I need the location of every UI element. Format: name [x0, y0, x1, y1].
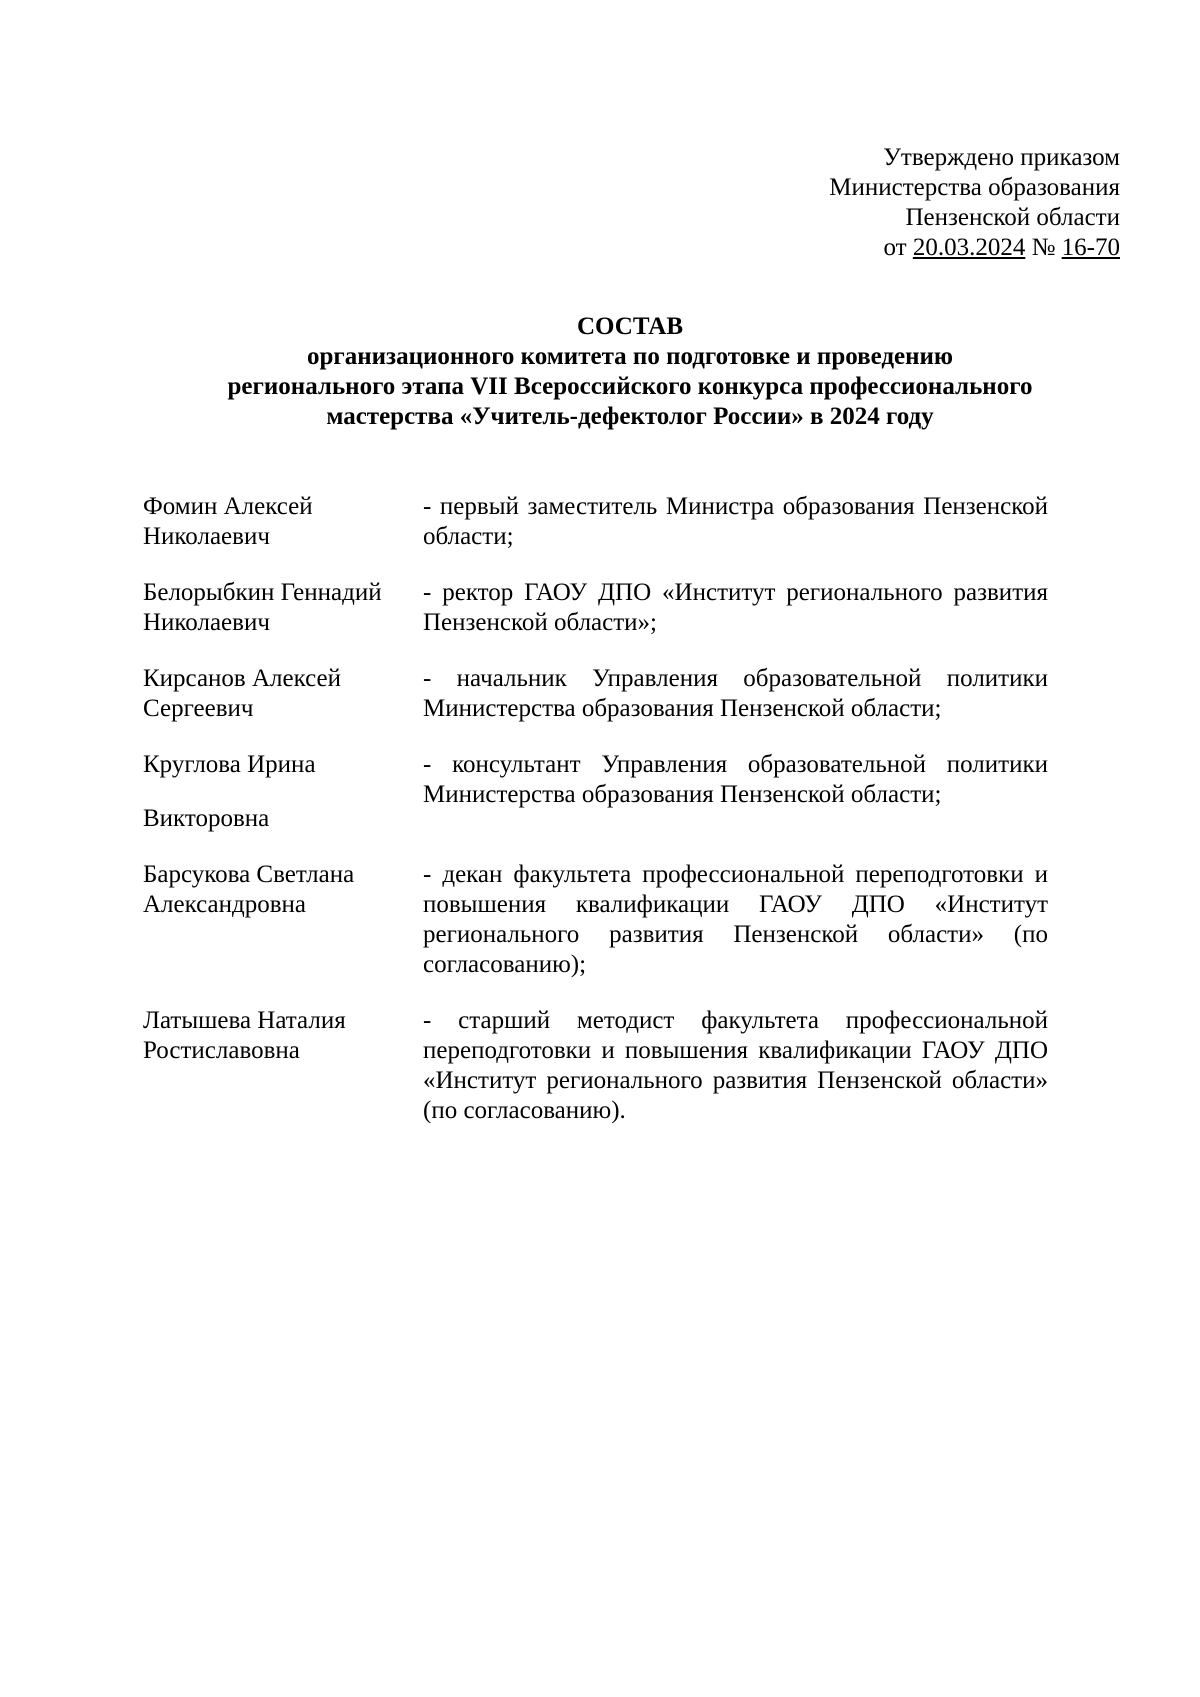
approval-block [700, 143, 1120, 263]
member-role: - ректор ГАОУ ДПО «Институт регионального развития Пензенской области»; [423, 579, 1048, 636]
approval-line-2: Министерства образования [829, 174, 1120, 201]
member-surname-name: Барсукова Светлана [143, 861, 355, 888]
member-patronymic: Николаевич [143, 609, 270, 636]
approval-line-1: Утверждено приказом [883, 144, 1120, 171]
member-surname-name: Круглова Ирина [143, 751, 316, 778]
member-name [143, 750, 423, 834]
member-patronymic: Николаевич [143, 523, 270, 550]
approval-order-line [700, 233, 1120, 263]
member-row [143, 664, 1048, 724]
title-line-2: регионального этапа VII Всероссийского конкурса профессионального [227, 373, 1033, 400]
title-heading: СОСТАВ [576, 313, 684, 340]
member-name [143, 492, 423, 552]
member-name [143, 1006, 423, 1126]
member-patronymic: Сергеевич [143, 695, 254, 722]
title-line-3: мастерства «Учитель-дефектолог России» в 2024 году [326, 403, 934, 430]
member-role: - начальник Управления образовательной политики Министерства образования Пензенской области; [423, 665, 1048, 722]
member-role: - декан факультета профессиональной переподготовки и повышения квалификации ГАОУ ДПО «Институт регионального развития Пензенской области» (по согласованию); [423, 861, 1048, 978]
members-list [143, 492, 1048, 1126]
approval-number: 16-70 [1061, 234, 1120, 261]
member-patronymic: Викторовна [143, 805, 270, 832]
approval-date: 20.03.2024 [912, 234, 1026, 261]
member-role: - первый заместитель Министра образования Пензенской области; [423, 493, 1048, 550]
member-surname-name: Кирсанов Алексей [143, 665, 342, 692]
member-surname-name: Латышева Наталия [143, 1007, 346, 1034]
member-row [143, 1006, 1048, 1126]
member-row [143, 860, 1048, 980]
approval-line-3: Пензенской области [905, 204, 1120, 231]
member-surname-name: Фомин Алексей [143, 493, 313, 520]
member-name [143, 664, 423, 724]
member-name [143, 578, 423, 638]
member-role: - консультант Управления образовательной политики Министерства образования Пензенской области; [423, 751, 1048, 808]
member-row [143, 750, 1048, 834]
member-row [143, 578, 1048, 638]
title-line-1: организационного комитета по подготовке и проведению [306, 343, 954, 370]
member-patronymic: Ростиславовна [143, 1037, 300, 1064]
member-name [143, 860, 423, 980]
approval-number-prefix: № [1025, 234, 1062, 261]
document-title [100, 312, 1160, 432]
approval-date-prefix: от [883, 234, 913, 261]
member-role: - старший методист факультета профессиональной переподготовки и повышения квалификации ГАОУ ДПО «Институт регионального развития Пензенской области» (по согласованию). [423, 1007, 1048, 1124]
member-patronymic: Александровна [143, 891, 307, 918]
member-row [143, 492, 1048, 552]
member-surname-name: Белорыбкин Геннадий [143, 579, 382, 606]
